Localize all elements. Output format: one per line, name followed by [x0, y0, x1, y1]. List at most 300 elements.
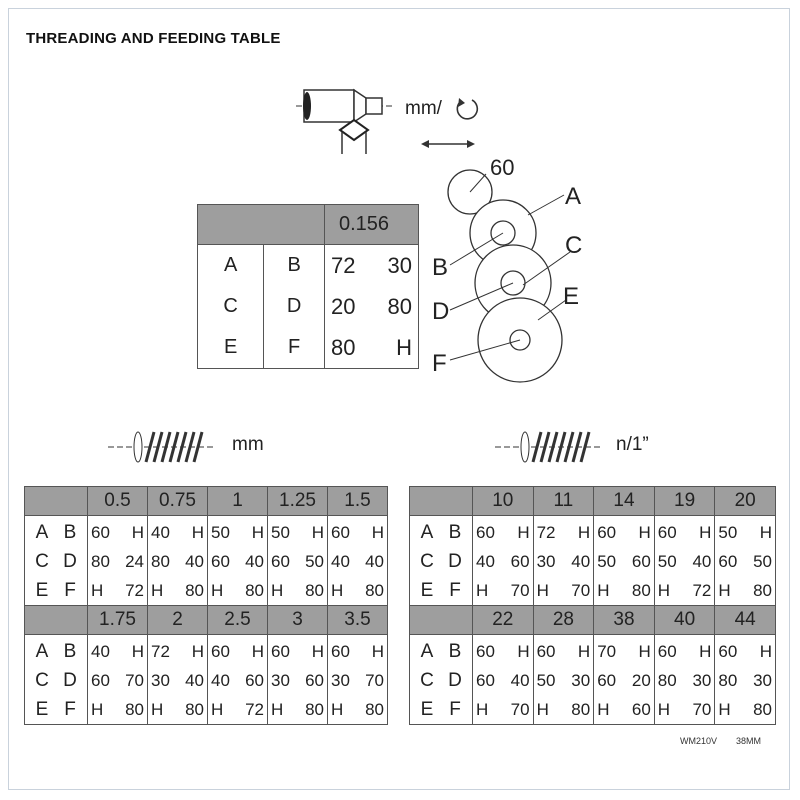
thread-gear-value: 70: [365, 670, 384, 690]
thread-gear-value: 50: [657, 551, 677, 571]
thread-gear-value: H: [251, 522, 264, 542]
gear-position-row: [410, 666, 472, 695]
thread-gear-cell: [148, 635, 208, 725]
thread-gear-value: 40: [331, 551, 350, 571]
feed-header-blank: [198, 205, 325, 245]
thread-gear-value: 70: [692, 699, 712, 719]
feed-gear-label: C: [223, 295, 238, 317]
thread-gear-value: H: [597, 580, 610, 600]
thread-gear-cell: [148, 516, 208, 606]
feed-value: 80: [331, 334, 356, 360]
thread-gear-cell: [88, 635, 148, 725]
thread-gear-pair: [88, 637, 147, 666]
thread-gear-value: 60: [657, 641, 677, 661]
thread-pitch-header: 11: [533, 487, 594, 516]
gear-position-labels: [25, 635, 88, 725]
gear-position-label: C: [420, 550, 434, 572]
thread-gear-value: 40: [91, 641, 110, 661]
thread-gear-value: 30: [536, 551, 556, 571]
thread-body-row: [25, 635, 388, 725]
thread-gear-value: 40: [151, 522, 170, 542]
feed-gear-label: B: [287, 254, 301, 276]
thread-gear-value: 50: [305, 551, 324, 571]
thread-pitch-header: 0.5: [88, 487, 148, 516]
thread-gear-value: 72: [692, 580, 712, 600]
thread-gear-pair: [88, 666, 147, 695]
feed-gear-label: F: [288, 336, 301, 358]
thread-gear-value: H: [577, 522, 591, 542]
thread-gear-value: 60: [331, 522, 350, 542]
gear-position-label: B: [448, 521, 462, 543]
thread-gear-pair: [534, 637, 594, 666]
gear-position-label: F: [64, 698, 76, 720]
feed-col-left: [198, 245, 264, 369]
thread-gear-value: 40: [211, 670, 230, 690]
thread-gear-cell: [533, 516, 594, 606]
thread-header-blank: [25, 606, 88, 635]
thread-gear-pair: [328, 695, 387, 724]
thread-pitch-header: 14: [594, 487, 655, 516]
thread-gear-value: 30: [271, 670, 290, 690]
feed-col-right: [264, 245, 325, 369]
thread-gear-cell: [268, 516, 328, 606]
feed-gear-label: D: [286, 295, 302, 317]
thread-gear-pair: [715, 666, 775, 695]
thread-gear-value: 50: [718, 522, 738, 542]
footer-code: 38MM: [736, 736, 762, 746]
thread-gear-value: 40: [365, 551, 384, 571]
thread-gear-value: 50: [597, 551, 617, 571]
gear-position-label: F: [449, 579, 461, 601]
imperial-screw-icon: [495, 424, 605, 470]
thread-pitch-header: 20: [715, 487, 776, 516]
thread-gear-value: 50: [536, 670, 556, 690]
gear-position-row: [25, 547, 87, 576]
thread-gear-value: H: [536, 699, 549, 719]
thread-gear-pair: [148, 666, 207, 695]
thread-gear-cell: [328, 635, 388, 725]
thread-gear-value: 30: [151, 670, 170, 690]
thread-gear-pair: [328, 576, 387, 605]
thread-gear-value: H: [271, 580, 284, 600]
thread-gear-pair: [715, 695, 775, 724]
thread-gear-value: 70: [510, 580, 530, 600]
thread-gear-value: 60: [718, 551, 738, 571]
gear-label-b: B: [432, 254, 449, 281]
thread-pitch-header: 10: [473, 487, 534, 516]
thread-body-row: [410, 516, 776, 606]
gear-position-row: [410, 695, 472, 724]
gear-position-label: A: [35, 521, 49, 543]
thread-gear-value: 40: [476, 551, 495, 571]
thread-gear-pair: [655, 547, 715, 576]
gear-position-labels: [410, 635, 473, 725]
thread-gear-value: H: [759, 641, 772, 661]
thread-gear-pair: [534, 576, 594, 605]
thread-gear-cell: [715, 635, 776, 725]
thread-gear-pair: [473, 518, 533, 547]
gear-position-label: F: [64, 579, 76, 601]
thread-gear-value: H: [211, 699, 224, 719]
thread-gear-pair: [88, 576, 147, 605]
feed-gear-label: A: [223, 254, 238, 276]
gear-position-row: [25, 576, 87, 605]
thread-gear-pair: [268, 518, 327, 547]
thread-gear-value: H: [131, 522, 144, 542]
thread-gear-value: H: [517, 641, 530, 661]
gear-label-f: F: [432, 350, 447, 377]
thread-gear-value: 80: [718, 670, 738, 690]
imperial-unit-label: n/1”: [616, 434, 649, 455]
metric-screw-icon: [108, 424, 218, 470]
feed-row: [331, 245, 412, 286]
thread-gear-pair: [328, 666, 387, 695]
thread-gear-value: H: [331, 580, 344, 600]
gear-position-label: D: [63, 550, 77, 572]
thread-header-row: [25, 606, 388, 635]
thread-gear-pair: [534, 518, 594, 547]
thread-gear-pair: [328, 637, 387, 666]
thread-gear-pair: [655, 576, 715, 605]
thread-gear-value: H: [191, 522, 204, 542]
gear-position-labels: [25, 516, 88, 606]
thread-header-blank: [410, 606, 473, 635]
feed-unit-label: mm/: [405, 98, 442, 119]
thread-gear-value: 80: [185, 580, 204, 600]
thread-gear-value: 80: [753, 699, 772, 719]
thread-gear-value: 40: [185, 670, 204, 690]
thread-gear-value: 70: [597, 641, 617, 661]
thread-gear-pair: [208, 547, 267, 576]
thread-gear-value: 72: [125, 580, 144, 600]
thread-gear-pair: [473, 666, 533, 695]
feed-table: [197, 204, 419, 369]
thread-gear-value: 70: [125, 670, 144, 690]
metric-thread-table: [24, 486, 388, 725]
thread-gear-value: 80: [365, 699, 384, 719]
feed-value: 30: [387, 252, 412, 278]
feed-gear-label: E: [223, 336, 238, 358]
thread-gear-pair: [715, 637, 775, 666]
gear-position-row: [25, 666, 87, 695]
thread-gear-pair: [594, 666, 654, 695]
gear-label-c: C: [565, 232, 583, 259]
thread-gear-value: H: [476, 580, 489, 600]
thread-gear-cell: [473, 516, 534, 606]
thread-pitch-header: 2: [148, 606, 208, 635]
gear-position-label: F: [449, 698, 461, 720]
gear-position-label: A: [420, 640, 434, 662]
thread-gear-pair: [88, 518, 147, 547]
thread-gear-pair: [715, 547, 775, 576]
gear-position-label: C: [35, 550, 49, 572]
thread-gear-value: H: [311, 641, 324, 661]
thread-gear-value: 60: [536, 641, 556, 661]
thread-gear-value: H: [151, 580, 164, 600]
turning-tool-icon: [288, 80, 398, 160]
thread-gear-value: H: [476, 699, 489, 719]
gear-position-label: B: [63, 521, 77, 543]
thread-gear-pair: [208, 666, 267, 695]
thread-gear-pair: [268, 666, 327, 695]
thread-gear-pair: [594, 547, 654, 576]
thread-pitch-header: 3: [268, 606, 328, 635]
thread-gear-value: 40: [692, 551, 712, 571]
thread-gear-pair: [594, 576, 654, 605]
thread-gear-pair: [148, 695, 207, 724]
thread-gear-pair: [88, 695, 147, 724]
gear-position-row: [25, 695, 87, 724]
thread-gear-pair: [208, 576, 267, 605]
thread-gear-value: H: [211, 580, 224, 600]
thread-pitch-header: 1.5: [328, 487, 388, 516]
thread-gear-value: H: [699, 522, 712, 542]
thread-gear-pair: [594, 518, 654, 547]
thread-gear-cell: [715, 516, 776, 606]
thread-gear-pair: [148, 637, 207, 666]
thread-gear-value: 60: [211, 551, 230, 571]
feed-value: H: [396, 334, 412, 360]
thread-gear-value: H: [699, 641, 712, 661]
feed-value: 20: [331, 293, 356, 319]
gear-label-60: 60: [490, 155, 515, 180]
thread-header-blank: [410, 487, 473, 516]
feed-values: [325, 245, 419, 369]
thread-gear-pair: [655, 695, 715, 724]
thread-gear-value: 70: [510, 699, 530, 719]
imperial-thread-table: [409, 486, 776, 725]
gear-position-label: E: [35, 698, 49, 720]
thread-pitch-header: 1: [208, 487, 268, 516]
thread-gear-pair: [328, 518, 387, 547]
thread-gear-value: 80: [571, 699, 591, 719]
metric-unit-label: mm: [232, 434, 264, 455]
thread-gear-pair: [534, 547, 594, 576]
thread-gear-value: H: [718, 580, 731, 600]
feed-header-value: 0.156: [325, 205, 419, 245]
thread-gear-cell: [208, 635, 268, 725]
thread-gear-pair: [88, 547, 147, 576]
thread-gear-value: H: [191, 641, 204, 661]
feed-row: [331, 286, 412, 327]
thread-gear-value: 80: [753, 580, 772, 600]
thread-gear-pair: [148, 576, 207, 605]
gear-label-d: D: [432, 298, 450, 325]
thread-gear-value: 30: [753, 670, 772, 690]
thread-gear-value: H: [657, 699, 671, 719]
thread-gear-pair: [268, 547, 327, 576]
thread-gear-pair: [715, 518, 775, 547]
thread-gear-value: 40: [245, 551, 264, 571]
gear-position-label: E: [35, 579, 49, 601]
thread-gear-value: H: [371, 641, 384, 661]
thread-gear-value: 80: [151, 551, 170, 571]
thread-gear-pair: [208, 637, 267, 666]
thread-gear-value: 50: [753, 551, 772, 571]
thread-gear-value: 60: [476, 522, 495, 542]
thread-gear-cell: [268, 635, 328, 725]
gear-position-label: E: [420, 698, 434, 720]
thread-gear-value: 50: [211, 522, 230, 542]
thread-gear-value: 80: [657, 670, 677, 690]
thread-pitch-header: 2.5: [208, 606, 268, 635]
thread-pitch-header: 44: [715, 606, 776, 635]
thread-gear-value: 60: [305, 670, 324, 690]
thread-gear-cell: [594, 635, 655, 725]
gear-position-label: E: [420, 579, 434, 601]
thread-gear-value: 24: [125, 551, 144, 571]
thread-body-row: [25, 516, 388, 606]
thread-gear-value: H: [91, 699, 104, 719]
thread-gear-value: 72: [536, 522, 556, 542]
thread-gear-pair: [328, 547, 387, 576]
thread-gear-value: 60: [271, 551, 290, 571]
thread-gear-value: 60: [331, 641, 350, 661]
thread-gear-pair: [208, 695, 267, 724]
thread-gear-value: 40: [571, 551, 591, 571]
thread-gear-pair: [534, 695, 594, 724]
gear-position-label: B: [63, 640, 77, 662]
thread-gear-value: 60: [510, 551, 530, 571]
thread-gear-value: 72: [245, 699, 264, 719]
thread-gear-value: H: [371, 522, 384, 542]
gear-label-e: E: [563, 283, 580, 310]
thread-gear-pair: [655, 637, 715, 666]
thread-gear-pair: [268, 576, 327, 605]
thread-header-row: [410, 487, 776, 516]
rotation-icon: [450, 96, 484, 126]
thread-pitch-header: 1.25: [268, 487, 328, 516]
thread-gear-value: 80: [631, 580, 651, 600]
thread-gear-pair: [715, 576, 775, 605]
thread-gear-value: H: [759, 522, 772, 542]
thread-gear-cell: [328, 516, 388, 606]
thread-gear-value: H: [536, 580, 549, 600]
thread-gear-value: H: [271, 699, 284, 719]
thread-header-blank: [25, 487, 88, 516]
thread-gear-cell: [208, 516, 268, 606]
gear-position-row: [410, 518, 472, 547]
gear-position-row: [410, 576, 472, 605]
thread-gear-value: 60: [271, 641, 290, 661]
thread-gear-cell: [654, 516, 715, 606]
thread-gear-value: H: [91, 580, 104, 600]
thread-header-row: [410, 606, 776, 635]
feed-value: 72: [331, 252, 356, 278]
gear-position-label: C: [35, 669, 49, 691]
thread-gear-pair: [473, 576, 533, 605]
thread-gear-value: H: [638, 641, 651, 661]
thread-gear-value: 80: [305, 580, 324, 600]
thread-pitch-header: 40: [654, 606, 715, 635]
thread-gear-value: H: [331, 699, 344, 719]
thread-gear-value: 60: [631, 699, 651, 719]
thread-gear-value: 60: [476, 641, 495, 661]
thread-gear-value: 60: [597, 670, 617, 690]
thread-body-row: [410, 635, 776, 725]
thread-gear-value: 80: [125, 699, 144, 719]
thread-pitch-header: 3.5: [328, 606, 388, 635]
thread-gear-cell: [654, 635, 715, 725]
gear-position-label: B: [448, 640, 462, 662]
thread-gear-pair: [268, 637, 327, 666]
thread-gear-value: 40: [510, 670, 530, 690]
thread-pitch-header: 1.75: [88, 606, 148, 635]
thread-pitch-header: 22: [473, 606, 534, 635]
thread-gear-value: 60: [597, 522, 617, 542]
thread-gear-value: 60: [657, 522, 677, 542]
thread-pitch-header: 28: [533, 606, 594, 635]
thread-gear-value: H: [577, 641, 591, 661]
thread-gear-value: H: [718, 699, 731, 719]
gear-position-label: D: [448, 669, 462, 691]
gear-position-row: [25, 637, 87, 666]
footer-model: WM210V: [680, 736, 718, 746]
thread-gear-value: H: [638, 522, 651, 542]
thread-gear-value: 30: [571, 670, 591, 690]
thread-gear-value: 60: [245, 670, 264, 690]
thread-gear-pair: [655, 666, 715, 695]
thread-gear-value: H: [131, 641, 144, 661]
gear-position-label: C: [420, 669, 434, 691]
thread-gear-value: 80: [305, 699, 324, 719]
gear-position-label: D: [448, 550, 462, 572]
thread-gear-pair: [208, 518, 267, 547]
thread-gear-value: 50: [271, 522, 290, 542]
thread-gear-pair: [594, 637, 654, 666]
thread-gear-pair: [148, 518, 207, 547]
gear-position-row: [410, 547, 472, 576]
thread-gear-value: 60: [476, 670, 495, 690]
thread-gear-cell: [533, 635, 594, 725]
thread-gear-pair: [473, 695, 533, 724]
thread-gear-value: H: [657, 580, 671, 600]
thread-gear-value: 20: [631, 670, 651, 690]
thread-gear-pair: [148, 547, 207, 576]
thread-gear-cell: [88, 516, 148, 606]
thread-gear-value: 60: [91, 522, 110, 542]
feed-row: [331, 327, 412, 368]
thread-gear-cell: [594, 516, 655, 606]
thread-gear-value: 80: [245, 580, 264, 600]
thread-gear-value: 40: [185, 551, 204, 571]
gear-position-labels: [410, 516, 473, 606]
thread-pitch-header: 0.75: [148, 487, 208, 516]
thread-gear-value: 72: [151, 641, 170, 661]
gear-position-label: A: [420, 521, 434, 543]
thread-gear-value: H: [597, 699, 610, 719]
thread-gear-pair: [594, 695, 654, 724]
gear-position-label: A: [35, 640, 49, 662]
thread-gear-value: H: [151, 699, 164, 719]
thread-gear-value: H: [517, 522, 530, 542]
thread-gear-value: 70: [571, 580, 591, 600]
thread-pitch-header: 19: [654, 487, 715, 516]
page-title: THREADING AND FEEDING TABLE: [26, 30, 281, 47]
thread-gear-value: 60: [91, 670, 110, 690]
thread-gear-value: 80: [91, 551, 110, 571]
thread-pitch-header: 38: [594, 606, 655, 635]
thread-gear-value: 30: [331, 670, 350, 690]
thread-gear-value: 60: [631, 551, 651, 571]
gear-label-a: A: [565, 183, 582, 210]
thread-gear-pair: [268, 695, 327, 724]
thread-gear-value: 80: [365, 580, 384, 600]
gear-position-label: D: [63, 669, 77, 691]
thread-gear-pair: [534, 666, 594, 695]
thread-gear-value: H: [311, 522, 324, 542]
thread-gear-value: 60: [211, 641, 230, 661]
